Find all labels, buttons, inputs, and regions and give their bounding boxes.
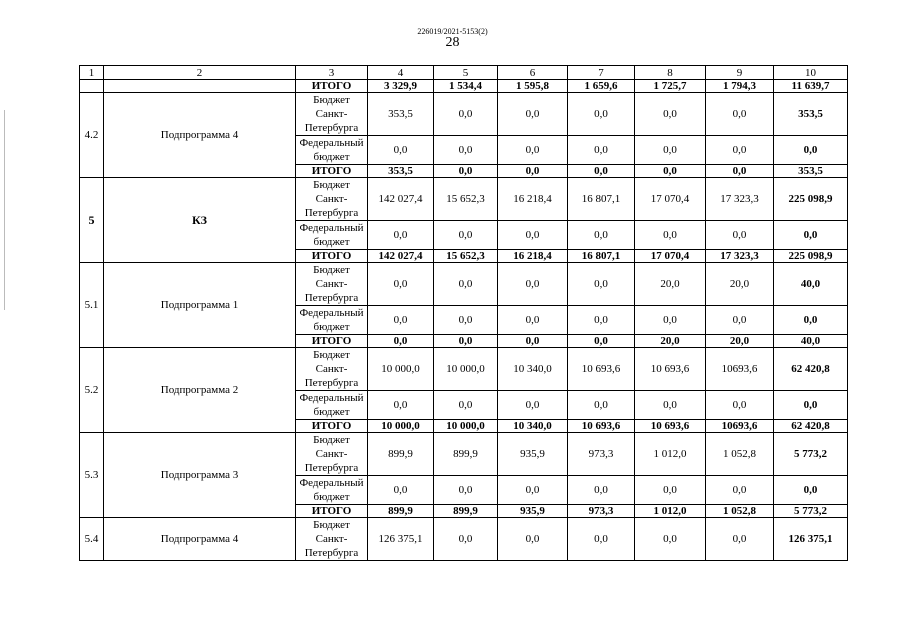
total-value-cell: 1 012,0: [635, 505, 706, 518]
federal-value-cell: 0,0: [635, 391, 706, 420]
federal-value-cell: 0,0: [498, 476, 568, 505]
budget-value-cell: 10 693,6: [568, 348, 635, 391]
budget-value-cell: 40,0: [774, 263, 848, 306]
budget-value-cell: 62 420,8: [774, 348, 848, 391]
federal-value-cell: 0,0: [635, 136, 706, 165]
budget-row: [80, 93, 848, 136]
prev-total-cell: 3 329,9: [368, 80, 434, 93]
federal-value-cell: 0,0: [706, 136, 774, 165]
budget-value-cell: 225 098,9: [774, 178, 848, 221]
table-body: [80, 66, 848, 561]
total-value-cell: 0,0: [498, 165, 568, 178]
budget-value-cell: 20,0: [706, 263, 774, 306]
total-value-cell: 20,0: [706, 335, 774, 348]
budget-value-cell: 10 693,6: [635, 348, 706, 391]
col-header-1: 1: [80, 66, 104, 80]
federal-line: бюджет: [313, 321, 350, 333]
total-value-cell: 10 693,6: [568, 420, 635, 433]
budget-value-cell: 0,0: [635, 93, 706, 136]
row-number: 5.1: [80, 263, 104, 348]
federal-value-cell: 0,0: [368, 221, 434, 250]
source-budget-spb: [296, 433, 368, 476]
budget-value-cell: 0,0: [498, 93, 568, 136]
budget-value-cell: 0,0: [635, 518, 706, 561]
col-header-7: 7: [568, 66, 635, 80]
total-label: ИТОГО: [296, 505, 368, 518]
prev-total-cell: 11 639,7: [774, 80, 848, 93]
budget-value-cell: 899,9: [434, 433, 498, 476]
federal-value-cell: 0,0: [568, 221, 635, 250]
col-header-8: 8: [635, 66, 706, 80]
budget-value-cell: 0,0: [434, 93, 498, 136]
budget-value-cell: 142 027,4: [368, 178, 434, 221]
total-value-cell: 15 652,3: [434, 250, 498, 263]
total-value-cell: 142 027,4: [368, 250, 434, 263]
budget-value-cell: 15 652,3: [434, 178, 498, 221]
program-name: КЗ: [104, 178, 296, 263]
total-value-cell: 5 773,2: [774, 505, 848, 518]
budget-value-cell: 0,0: [568, 93, 635, 136]
federal-line: бюджет: [313, 236, 350, 248]
federal-line: Федеральный: [299, 307, 364, 319]
col-header-2: 2: [104, 66, 296, 80]
total-value-cell: 62 420,8: [774, 420, 848, 433]
federal-value-cell: 0,0: [568, 136, 635, 165]
document-number: 226019/2021-5153(2): [417, 27, 488, 36]
program-name: Подпрограмма 4: [104, 518, 296, 561]
total-value-cell: 225 098,9: [774, 250, 848, 263]
total-value-cell: 899,9: [434, 505, 498, 518]
total-value-cell: 935,9: [498, 505, 568, 518]
budget-line: Санкт-: [315, 533, 348, 545]
total-value-cell: 10 340,0: [498, 420, 568, 433]
federal-value-cell: 0,0: [568, 476, 635, 505]
total-value-cell: 0,0: [434, 165, 498, 178]
federal-value-cell: 0,0: [635, 476, 706, 505]
budget-value-cell: 935,9: [498, 433, 568, 476]
total-label: ИТОГО: [296, 165, 368, 178]
budget-row: [80, 348, 848, 391]
program-name: Подпрограмма 4: [104, 93, 296, 178]
budget-value-cell: 353,5: [368, 93, 434, 136]
total-value-cell: 17 070,4: [635, 250, 706, 263]
source-federal: [296, 136, 368, 165]
federal-value-cell: 0,0: [706, 306, 774, 335]
budget-value-cell: 0,0: [368, 263, 434, 306]
source-budget-spb: [296, 178, 368, 221]
federal-value-cell: 0,0: [368, 306, 434, 335]
prev-total-row: [80, 80, 848, 93]
federal-value-cell: 0,0: [635, 221, 706, 250]
total-value-cell: 10 000,0: [434, 420, 498, 433]
total-label: ИТОГО: [296, 420, 368, 433]
budget-line: Петербурга: [304, 292, 359, 304]
budget-value-cell: 0,0: [498, 518, 568, 561]
budget-value-cell: 0,0: [568, 263, 635, 306]
federal-value-cell: 0,0: [635, 306, 706, 335]
federal-line: Федеральный: [299, 477, 364, 489]
budget-value-cell: 1 052,8: [706, 433, 774, 476]
prev-total-cell: 1 595,8: [498, 80, 568, 93]
budget-value-cell: 0,0: [498, 263, 568, 306]
budget-value-cell: 0,0: [434, 263, 498, 306]
budget-line: Санкт-: [315, 108, 348, 120]
source-federal: [296, 221, 368, 250]
federal-value-cell: 0,0: [706, 391, 774, 420]
budget-table: [79, 65, 848, 561]
budget-row: [80, 178, 848, 221]
budget-value-cell: 973,3: [568, 433, 635, 476]
federal-value-cell: 0,0: [774, 306, 848, 335]
federal-value-cell: 0,0: [498, 391, 568, 420]
federal-value-cell: 0,0: [498, 221, 568, 250]
prev-total-cell: 1 534,4: [434, 80, 498, 93]
budget-line: Петербурга: [304, 207, 359, 219]
budget-value-cell: 10 000,0: [368, 348, 434, 391]
total-value-cell: 0,0: [706, 165, 774, 178]
federal-value-cell: 0,0: [706, 476, 774, 505]
total-value-cell: 17 323,3: [706, 250, 774, 263]
budget-value-cell: 899,9: [368, 433, 434, 476]
program-name: Подпрограмма 1: [104, 263, 296, 348]
federal-value-cell: 0,0: [434, 306, 498, 335]
source-budget-spb: [296, 93, 368, 136]
col-header-3: 3: [296, 66, 368, 80]
total-label: ИТОГО: [296, 250, 368, 263]
col-header-9: 9: [706, 66, 774, 80]
federal-value-cell: 0,0: [774, 476, 848, 505]
source-federal: [296, 476, 368, 505]
federal-line: Федеральный: [299, 137, 364, 149]
federal-line: бюджет: [313, 151, 350, 163]
budget-line: Бюджет: [313, 94, 350, 106]
row-number: 5.3: [80, 433, 104, 518]
prev-total-cell: 1 725,7: [635, 80, 706, 93]
federal-value-cell: 0,0: [498, 306, 568, 335]
col-header-5: 5: [434, 66, 498, 80]
budget-line: Санкт-: [315, 193, 348, 205]
federal-value-cell: 0,0: [434, 136, 498, 165]
total-value-cell: 10 693,6: [635, 420, 706, 433]
budget-line: Петербурга: [304, 377, 359, 389]
budget-line: Петербурга: [304, 462, 359, 474]
budget-value-cell: 0,0: [568, 518, 635, 561]
federal-value-cell: 0,0: [368, 476, 434, 505]
col-header-4: 4: [368, 66, 434, 80]
budget-value-cell: 10 340,0: [498, 348, 568, 391]
federal-value-cell: 0,0: [368, 136, 434, 165]
total-label: ИТОГО: [296, 335, 368, 348]
budget-row: [80, 518, 848, 561]
federal-value-cell: 0,0: [774, 391, 848, 420]
prev-total-num: [80, 80, 104, 93]
budget-value-cell: 0,0: [434, 518, 498, 561]
total-value-cell: 20,0: [635, 335, 706, 348]
total-value-cell: 10 000,0: [368, 420, 434, 433]
budget-value-cell: 16 807,1: [568, 178, 635, 221]
budget-line: Санкт-: [315, 363, 348, 375]
row-number: 5: [80, 178, 104, 263]
total-value-cell: 1 052,8: [706, 505, 774, 518]
federal-value-cell: 0,0: [368, 391, 434, 420]
budget-value-cell: 10693,6: [706, 348, 774, 391]
col-header-10: 10: [774, 66, 848, 80]
total-value-cell: 16 218,4: [498, 250, 568, 263]
federal-value-cell: 0,0: [434, 391, 498, 420]
budget-value-cell: 126 375,1: [774, 518, 848, 561]
total-value-cell: 10693,6: [706, 420, 774, 433]
total-value-cell: 0,0: [568, 335, 635, 348]
program-name: Подпрограмма 2: [104, 348, 296, 433]
federal-value-cell: 0,0: [774, 136, 848, 165]
total-value-cell: 40,0: [774, 335, 848, 348]
column-number-row: [80, 66, 848, 80]
budget-line: Бюджет: [313, 264, 350, 276]
budget-value-cell: 353,5: [774, 93, 848, 136]
budget-value-cell: 126 375,1: [368, 518, 434, 561]
budget-value-cell: 5 773,2: [774, 433, 848, 476]
budget-line: Петербурга: [304, 122, 359, 134]
federal-line: бюджет: [313, 491, 350, 503]
federal-value-cell: 0,0: [706, 221, 774, 250]
federal-line: Федеральный: [299, 222, 364, 234]
budget-line: Бюджет: [313, 519, 350, 531]
source-federal: [296, 391, 368, 420]
federal-value-cell: 0,0: [568, 391, 635, 420]
budget-line: Петербурга: [304, 547, 359, 559]
budget-value-cell: 20,0: [635, 263, 706, 306]
federal-value-cell: 0,0: [434, 476, 498, 505]
budget-value-cell: 17 323,3: [706, 178, 774, 221]
total-value-cell: 0,0: [635, 165, 706, 178]
total-value-cell: 0,0: [368, 335, 434, 348]
prev-total-name: [104, 80, 296, 93]
total-value-cell: 353,5: [368, 165, 434, 178]
total-value-cell: 973,3: [568, 505, 635, 518]
source-budget-spb: [296, 348, 368, 391]
total-value-cell: 0,0: [568, 165, 635, 178]
federal-line: Федеральный: [299, 392, 364, 404]
prev-total-cell: 1 794,3: [706, 80, 774, 93]
federal-value-cell: 0,0: [498, 136, 568, 165]
budget-line: Санкт-: [315, 448, 348, 460]
budget-line: Бюджет: [313, 349, 350, 361]
page-number: 28: [445, 35, 460, 50]
prev-total-cell: 1 659,6: [568, 80, 635, 93]
col-header-6: 6: [498, 66, 568, 80]
scan-edge-line: [4, 110, 5, 310]
source-federal: [296, 306, 368, 335]
budget-line: Санкт-: [315, 278, 348, 290]
total-value-cell: 0,0: [498, 335, 568, 348]
total-label: ИТОГО: [296, 80, 368, 93]
budget-value-cell: 1 012,0: [635, 433, 706, 476]
budget-value-cell: 17 070,4: [635, 178, 706, 221]
budget-value-cell: 10 000,0: [434, 348, 498, 391]
source-budget-spb: [296, 263, 368, 306]
total-value-cell: 16 807,1: [568, 250, 635, 263]
budget-line: Бюджет: [313, 434, 350, 446]
total-value-cell: 353,5: [774, 165, 848, 178]
budget-value-cell: 16 218,4: [498, 178, 568, 221]
row-number: 5.4: [80, 518, 104, 561]
federal-value-cell: 0,0: [434, 221, 498, 250]
federal-value-cell: 0,0: [568, 306, 635, 335]
program-name: Подпрограмма 3: [104, 433, 296, 518]
budget-value-cell: 0,0: [706, 93, 774, 136]
row-number: 4.2: [80, 93, 104, 178]
row-number: 5.2: [80, 348, 104, 433]
budget-row: [80, 263, 848, 306]
budget-row: [80, 433, 848, 476]
federal-value-cell: 0,0: [774, 221, 848, 250]
source-budget-spb: [296, 518, 368, 561]
budget-line: Бюджет: [313, 179, 350, 191]
budget-value-cell: 0,0: [706, 518, 774, 561]
federal-line: бюджет: [313, 406, 350, 418]
total-value-cell: 0,0: [434, 335, 498, 348]
total-value-cell: 899,9: [368, 505, 434, 518]
